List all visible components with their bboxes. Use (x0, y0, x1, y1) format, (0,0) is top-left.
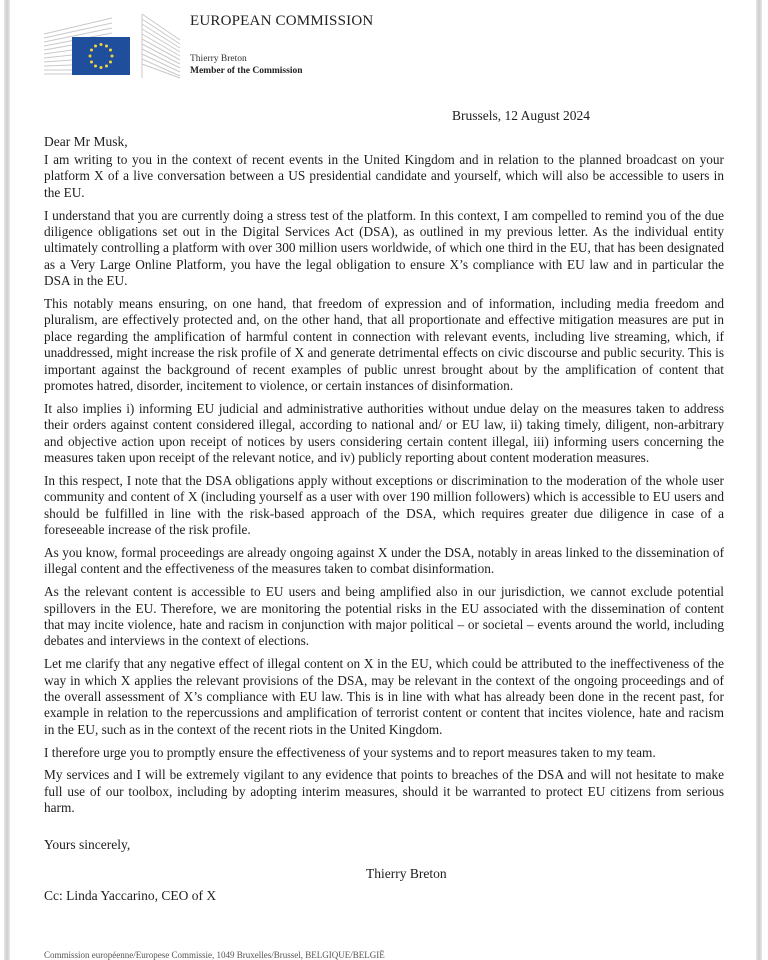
eu-commission-logo-icon (42, 10, 182, 80)
organization-name: EUROPEAN COMMISSION (190, 13, 374, 29)
closing: Yours sincerely, (44, 837, 131, 852)
page-edge-left (4, 0, 10, 960)
signature: Thierry Breton (366, 866, 447, 881)
paragraph: I am writing to you in the context of recent events in the United Kingdom and in relation to the planned broadcast on your platform X of a live conversation between a US presidential candidate and yourself, which will also be accessible to users in the EU. (44, 152, 724, 200)
date-line: Brussels, 12 August 2024 (452, 108, 591, 123)
paragraph: My services and I will be extremely vigilant to any evidence that points to breaches of the DSA and will not hesitate to make full use of our toolbox, including by adopting interim measures, should it be warranted to protect EU citizens from serious harm. (44, 767, 724, 816)
paragraph: I understand that you are currently doing a stress test of the platform. In this context, I am compelled to remind you of the due diligence obligations set out in the Digital Services Act (DSA), as outlined in my previous letter. As the individual entity ultimately controlling a platform with over 300 million users worldwide, of which one third in the EU, that has been designated as a Very Large Online Platform, you have the legal obligation to ensure X’s compliance with EU law and in particular the DSA in the EU. (44, 207, 724, 289)
eu-flag-icon (72, 37, 130, 75)
paragraph: It also implies i) informing EU judicial and administrative authorities without undue delay on the measures taken to address their orders against content considered illegal, according to national and/ or EU law, ii) taking timely, diligent, non-arbitrary and objective action upon receipt of notices by users considering certain content illegal, iii) informing users concerning the measures taken upon receipt of the relevant notice, and iv) publicly reporting about content moderation measures. (44, 400, 724, 466)
footer-address: Commission européenne/Europese Commissie, 1049 Bruxelles/Brussel, BELGIQUE/BELGIË (44, 950, 385, 960)
paragraph: As you know, formal proceedings are already ongoing against X under the DSA, notably in areas linked to the dissemination of illegal content and the effectiveness of the measures taken to combat disinformation. (44, 544, 724, 577)
sender-role: Member of the Commission (190, 66, 303, 76)
salutation: Dear Mr Musk, (44, 134, 128, 149)
cc-line: Cc: Linda Yaccarino, CEO of X (44, 888, 217, 903)
page-edge-right (756, 0, 762, 960)
letter-body (44, 152, 724, 823)
paragraph: In this respect, I note that the DSA obligations apply without exceptions or discrimination to the moderation of the whole user community and content of X (including yourself as a user with over 190 million followers) which is accessible to EU users and should be fulfilled in line with the risk-based approach of the DSA, which requires greater due diligence in case of a foreseeable increase of the risk profile. (44, 472, 724, 538)
paragraph: As the relevant content is accessible to EU users and being amplified also in our jurisdiction, we cannot exclude potential spillovers in the EU. Therefore, we are monitoring the potential risks in the EU associated with the dissemination of content that may incite violence, hate and racism in conjunction with major political – or societal – events around the world, including debates and interviews in the context of elections. (44, 584, 724, 649)
paragraph: Let me clarify that any negative effect of illegal content on X in the EU, which could be attributed to the ineffectiveness of the way in which X applies the relevant provisions of the DSA, may be relevant in the context of the ongoing proceedings and of the overall assessment of X’s compliance with EU law. This is in line with what has already been done in the recent past, for example in relation to the repercussions and amplification of terrorist content or content that incites violence, hate and racism in the EU, such as in the context of the recent riots in the United Kingdom. (44, 656, 724, 737)
berlaymont-right-wing-icon (142, 14, 180, 78)
paragraph: I therefore urge you to promptly ensure the effectiveness of your systems and to report measures taken to my team. (44, 744, 656, 760)
paragraph: This notably means ensuring, on one hand, that freedom of expression and of information, including media freedom and pluralism, are effectively protected and, on the other hand, that all proportionate and effective mitigation measures are put in place regarding the amplification of harmful content in connection with relevant events, including live streaming, which, if unaddressed, might increase the risk profile of X and generate detrimental effects on civic discourse and public security. This is important against the background of recent examples of public unrest brought about by the amplification of content that promotes hatred, disorder, incitement to violence, or certain instances of disinformation. (44, 296, 724, 394)
sender-name: Thierry Breton (190, 54, 247, 64)
